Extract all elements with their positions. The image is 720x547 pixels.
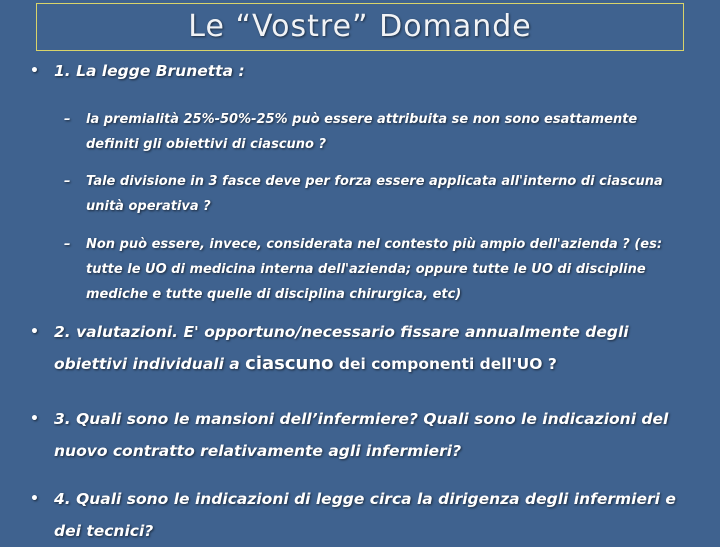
bullet-1-text: 1. La legge Brunetta : [54,62,245,80]
bullet-3-text: 3. Quali sono le mansioni dell’infermiere? Quali sono le indicazioni del nuovo contratto relativamente agli infermieri? [54,410,669,460]
sub-bullet-1-text: la premialità 25%-50%-25% può essere attribuita se non sono esattamente definiti gli obiettivi di ciascuno ? [86,112,638,152]
bullet-2-text-a: 2. valutazioni. E' opportuno/necessario fissare annualmente degli obiettivi individuali a [54,323,629,373]
bullet-3 [30,403,698,467]
bullet-marker-4: • [30,491,39,507]
sub-bullet-2-text: Tale divisione in 3 fasce deve per forza essere applicata all'interno di ciascuna unità operativa ? [86,174,663,214]
dash-marker-3: – [64,237,71,252]
bullet-2-text-c: dei componenti dell'UO ? [333,355,557,373]
bullet-marker-2: • [30,324,39,340]
sub-bullet-3-text: Non può essere, invece, considerata nel contesto più ampio dell'azienda ? (es: tutte le UO di medicina interna dell'azienda; oppure tutte le UO di discipline mediche e tutte quelle di disciplina chirurgica, etc) [86,237,663,302]
bullet-marker-3: • [30,411,39,427]
bullet-4 [30,483,698,547]
sub-bullet-1 [64,107,694,157]
bullet-1 [30,55,690,87]
sub-bullet-2 [64,169,694,219]
bullet-marker-1: • [30,63,39,79]
slide-title: Le “Vostre” Domande [188,9,532,44]
dash-marker-1: – [64,112,71,127]
bullet-2-text-emphasis: ciascuno [245,353,334,374]
sub-bullet-3 [64,232,700,307]
title-box [36,3,684,51]
bullet-4-text: 4. Quali sono le indicazioni di legge circa la dirigenza degli infermieri e dei tecnici? [54,490,676,540]
bullet-2 [30,316,698,380]
dash-marker-2: – [64,174,71,189]
